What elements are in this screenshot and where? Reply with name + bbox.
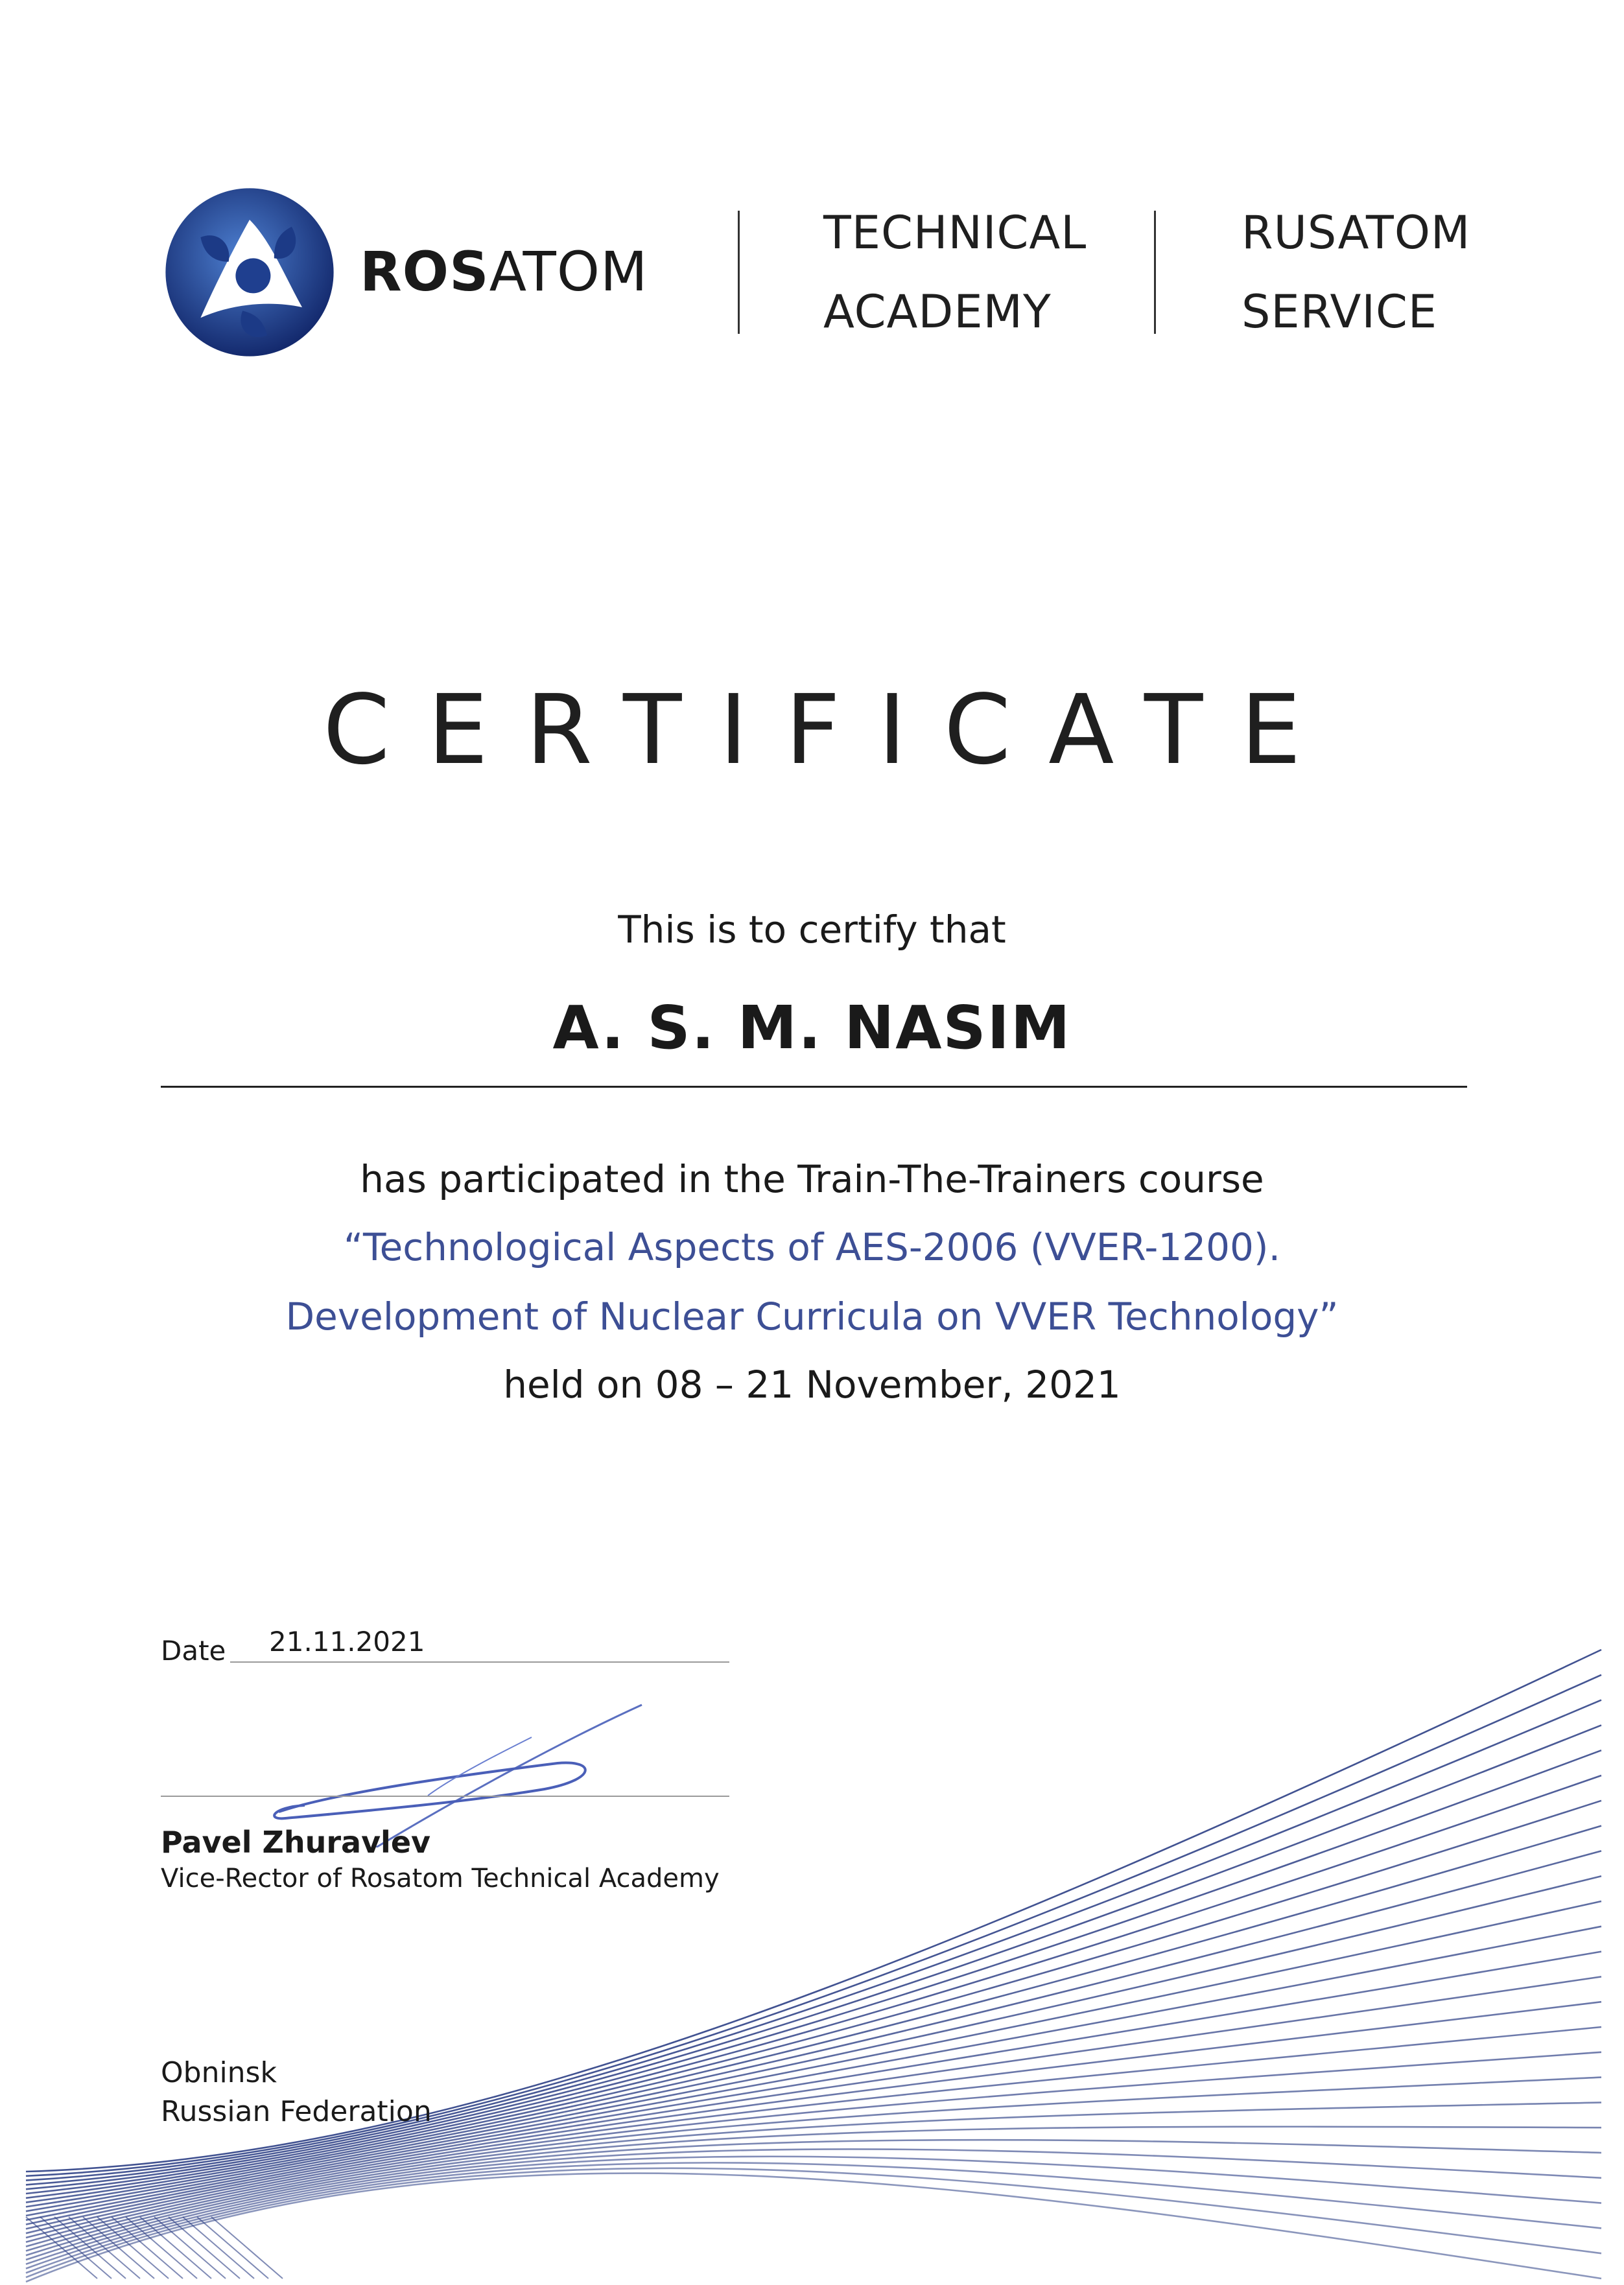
certificate-title: CERTIFICATE <box>323 674 1339 786</box>
wave-line <box>26 2173 1601 2282</box>
service-line-2: SERVICE <box>1242 285 1438 338</box>
hatch-line <box>197 2217 268 2279</box>
wave-line <box>26 2127 1601 2255</box>
header-divider <box>1154 211 1156 334</box>
header-divider <box>738 211 740 334</box>
hatch-line <box>69 2217 140 2279</box>
hatch-line <box>97 2217 169 2279</box>
course-title-line-2: Development of Nuclear Curricula on VVER Technology” <box>285 1295 1339 1339</box>
hatch-line <box>169 2217 240 2279</box>
hatch-line <box>154 2217 226 2279</box>
rosatom-wordmark <box>360 240 648 303</box>
date-label: Date <box>161 1635 226 1667</box>
course-title-line-1: “Technological Aspects of AES-2006 (VVER-1200). <box>343 1225 1280 1269</box>
hatch-line <box>83 2217 154 2279</box>
wave-line <box>26 2168 1601 2277</box>
wave-line <box>26 1876 1601 2211</box>
wave-line <box>26 2162 1601 2273</box>
wave-line <box>26 1801 1601 2198</box>
wave-line <box>26 1851 1601 2207</box>
signature-line <box>161 1796 729 1797</box>
signer-title: Vice-Rector of Rosatom Technical Academy <box>161 1864 720 1893</box>
hatch-line <box>26 2217 97 2279</box>
academy-line-1: TECHNICAL <box>823 206 1087 259</box>
wave-line <box>26 2157 1601 2269</box>
date-underline <box>230 1661 729 1663</box>
hatch-line <box>140 2217 211 2279</box>
hatch-line <box>112 2217 183 2279</box>
date-value: 21.11.2021 <box>269 1626 425 1658</box>
recipient-name: A. S. M. NASIM <box>552 993 1072 1062</box>
city: Obninsk <box>161 2056 277 2089</box>
hatch-line <box>54 2217 126 2279</box>
wave-line <box>26 2149 1601 2264</box>
wordmark-regular: ATOM <box>489 240 648 303</box>
hatch-line <box>183 2217 254 2279</box>
name-underline <box>161 1086 1467 1088</box>
hatch-line <box>40 2217 112 2279</box>
participation-text: has participated in the Train-The-Trainers course <box>360 1157 1264 1201</box>
certify-text: This is to certify that <box>618 908 1006 952</box>
hatch-line <box>211 2217 283 2279</box>
hatch-line <box>126 2217 197 2279</box>
signer-name: Pavel Zhuravlev <box>161 1825 430 1860</box>
wave-line <box>26 2140 1601 2260</box>
wordmark-bold: ROS <box>360 240 489 303</box>
country: Russian Federation <box>161 2095 432 2128</box>
rosatom-logo-icon <box>162 185 337 360</box>
held-dates: held on 08 – 21 November, 2021 <box>503 1363 1121 1407</box>
academy-line-2: ACADEMY <box>823 285 1052 338</box>
service-line-1: RUSATOM <box>1242 206 1471 259</box>
